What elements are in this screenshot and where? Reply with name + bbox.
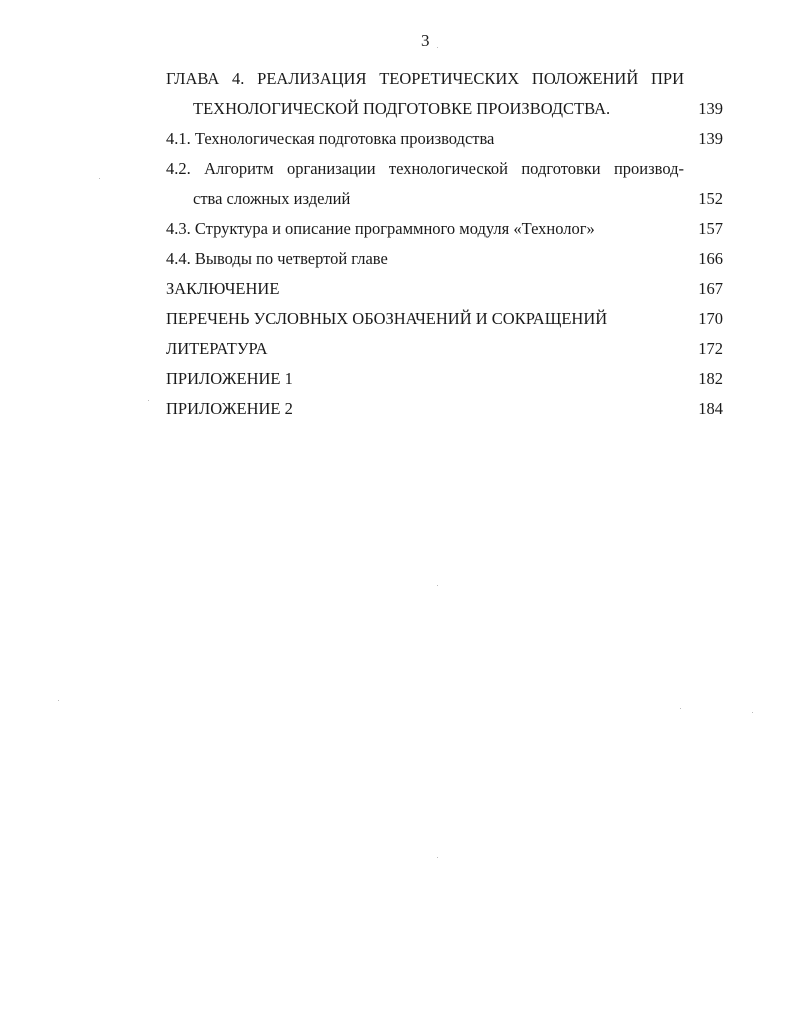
- page-number: 3: [421, 31, 430, 50]
- toc-entry-4-3: [0, 214, 794, 244]
- toc-entry-text: ПРИЛОЖЕНИЕ 2: [166, 399, 293, 418]
- scan-speck: [752, 712, 753, 713]
- toc-entry-page: 152: [698, 189, 723, 208]
- toc-entry-text: 4.4. Выводы по четвертой главе: [166, 249, 388, 268]
- toc-entry-4-2-continued: [0, 184, 794, 214]
- toc-entry-4-4: [0, 244, 794, 274]
- toc-entry-literature: [0, 334, 794, 364]
- toc-entry-4-2: [0, 154, 794, 184]
- toc-entry-text: 4.1. Технологическая подготовка производства: [166, 129, 495, 148]
- toc-entry-page: 182: [698, 369, 723, 388]
- scan-speck: [99, 178, 100, 179]
- toc-entry-text: ГЛАВА 4. РЕАЛИЗАЦИЯ ТЕОРЕТИЧЕСКИХ ПОЛОЖЕНИЙ ПРИ: [166, 69, 684, 88]
- scan-speck: [437, 47, 438, 48]
- toc-entry-text: ТЕХНОЛОГИЧЕСКОЙ ПОДГОТОВКЕ ПРОИЗВОДСТВА.: [193, 99, 611, 118]
- scan-speck: [437, 857, 438, 858]
- toc-entry-page: 157: [698, 219, 723, 238]
- toc-entry-page: 139: [698, 129, 723, 148]
- toc-entry-text: 4.3. Структура и описание программного модуля «Технолог»: [166, 219, 595, 238]
- toc-entry-conclusion: [0, 274, 794, 304]
- scan-speck: [680, 708, 681, 709]
- toc-entry-abbreviations: [0, 304, 794, 334]
- toc-entry-appendix-2: [0, 394, 794, 424]
- toc-entry-page: 170: [698, 309, 723, 328]
- toc-entry-page: 166: [698, 249, 723, 268]
- toc-entry-text: ЗАКЛЮЧЕНИЕ: [166, 279, 280, 298]
- toc-entry-text: ства сложных изделий: [193, 189, 351, 208]
- toc-entry-text: ПРИЛОЖЕНИЕ 1: [166, 369, 293, 388]
- toc-entry-text: ЛИТЕРАТУРА: [166, 339, 268, 358]
- toc-entry-page: 139: [698, 99, 723, 118]
- toc-entry-page: 167: [698, 279, 723, 298]
- toc-entry-text: ПЕРЕЧЕНЬ УСЛОВНЫХ ОБОЗНАЧЕНИЙ И СОКРАЩЕНИЙ: [166, 309, 608, 328]
- scan-speck: [58, 700, 59, 701]
- toc-entry-page: 172: [698, 339, 723, 358]
- toc-entry-chapter-4: [0, 64, 794, 94]
- toc-entry-appendix-1: [0, 364, 794, 394]
- toc-entry-chapter-4-continued: [0, 94, 794, 124]
- toc-entry-page: 184: [698, 399, 723, 418]
- scan-speck: [437, 585, 438, 586]
- toc-entry-text: 4.2. Алгоритм организации технологической подготовки производ-: [166, 159, 684, 178]
- scan-speck: [148, 400, 149, 401]
- toc-entry-4-1: [0, 124, 794, 154]
- table-of-contents: [0, 64, 794, 424]
